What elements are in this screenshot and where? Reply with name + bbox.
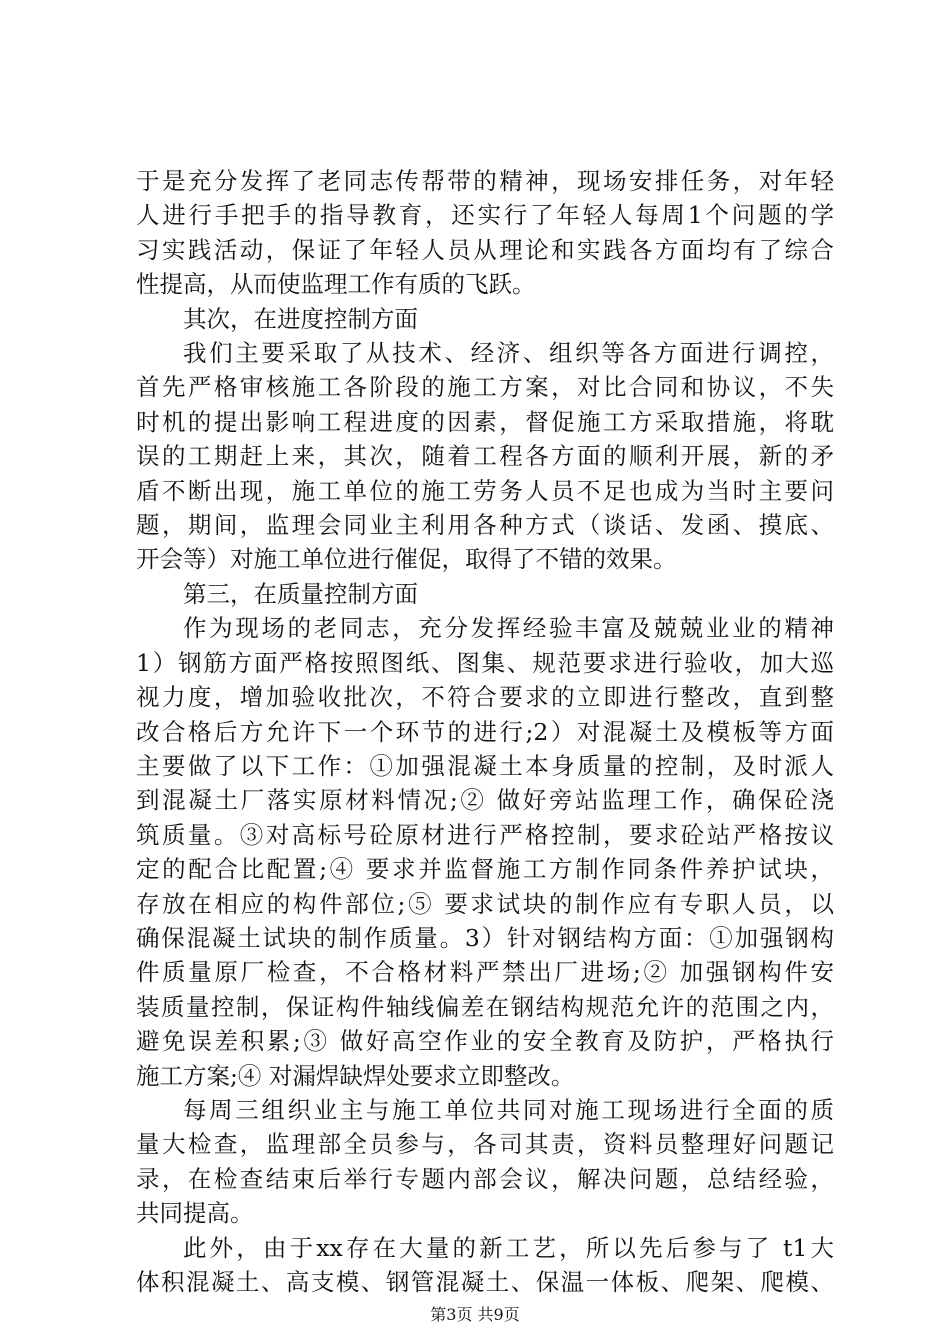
text-line: 视力度，增加验收批次，不符合要求的立即进行整改，直到整 — [136, 683, 834, 712]
text-line: 习实践活动，保证了年轻人员从理论和实践各方面均有了综合 — [136, 235, 834, 264]
text-line: 存放在相应的构件部位;⑤ 要求试块的制作应有专职人员，以 — [136, 889, 834, 918]
text-line: 改合格后方允许下一个环节的进行;2）对混凝土及模板等方面 — [136, 717, 834, 746]
text-line: 人进行手把手的指导教育，还实行了年轻人每周1个问题的学 — [136, 201, 834, 230]
text-line: 误的工期赶上来，其次，随着工程各方面的顺利开展，新的矛 — [136, 442, 834, 471]
text-line: 体积混凝土、高支模、钢管混凝土、保温一体板、爬架、爬模、 — [136, 1268, 834, 1296]
body-text — [136, 164, 834, 1299]
text-line: 施工方案;④ 对漏焊缺焊处要求立即整改。 — [136, 1061, 575, 1090]
text-line: 1）钢筋方面严格按照图纸、图集、规范要求进行验收，加大巡 — [136, 648, 834, 677]
text-line: 到混凝土厂落实原材料情况;② 做好旁站监理工作，确保砼浇 — [136, 786, 834, 815]
text-line: 于是充分发挥了老同志传帮带的精神，现场安排任务，对年轻 — [136, 167, 834, 195]
text-line: 首先严格审核施工各阶段的施工方案，对比合同和协议，不失 — [136, 373, 834, 402]
text-line: 录，在检查结束后举行专题内部会议，解决问题，总结经验， — [136, 1164, 834, 1193]
page-footer: 第3页 共9页 — [430, 1305, 520, 1324]
text-line: 盾不断出现，施工单位的施工劳务人员不足也成为当时主要问 — [136, 476, 834, 505]
text-line: 件质量原厂检查，不合格材料严禁出厂进场;② 加强钢构件安 — [136, 958, 834, 987]
text-line: 主要做了以下工作：①加强混凝土本身质量的控制，及时派人 — [136, 751, 834, 780]
text-line: 每周三组织业主与施工单位共同对施工现场进行全面的质 — [183, 1095, 834, 1124]
text-line: 时机的提出影响工程进度的因素，督促施工方采取措施，将耽 — [136, 407, 834, 436]
text-line: 避免误差积累;③ 做好高空作业的安全教育及防护，严格执行 — [136, 1027, 834, 1056]
text-line: 装质量控制，保证构件轴线偏差在钢结构规范允许的范围之内， — [136, 992, 834, 1021]
text-line: 性提高，从而使监理工作有质的飞跃。 — [136, 270, 536, 299]
text-line: 量大检查，监理部全员参与，各司其责，资料员整理好问题记 — [136, 1130, 834, 1159]
text-line: 题，期间，监理会同业主利用各种方式（谈话、发函、摸底、 — [136, 511, 834, 540]
text-line: 定的配合比配置;④ 要求并监督施工方制作同条件养护试块， — [136, 855, 834, 884]
text-line: 共同提高。 — [136, 1199, 254, 1228]
text-line: 筑质量。③对高标号砼原材进行严格控制，要求砼站严格按议 — [136, 820, 834, 849]
section-heading: 第三，在质量控制方面 — [183, 579, 418, 608]
text-line: 作为现场的老同志，充分发挥经验丰富及兢兢业业的精神 — [183, 614, 834, 643]
text-line: 确保混凝土试块的制作质量。3）针对钢结构方面：①加强钢构 — [136, 923, 834, 952]
text-line: 开会等）对施工单位进行催促，取得了不错的效果。 — [136, 545, 677, 574]
text-line: 此外，由于xx存在大量的新工艺，所以先后参与了 t1大 — [183, 1233, 834, 1262]
section-heading: 其次，在进度控制方面 — [183, 304, 418, 333]
text-line: 我们主要采取了从技术、经济、组织等各方面进行调控， — [183, 339, 834, 368]
